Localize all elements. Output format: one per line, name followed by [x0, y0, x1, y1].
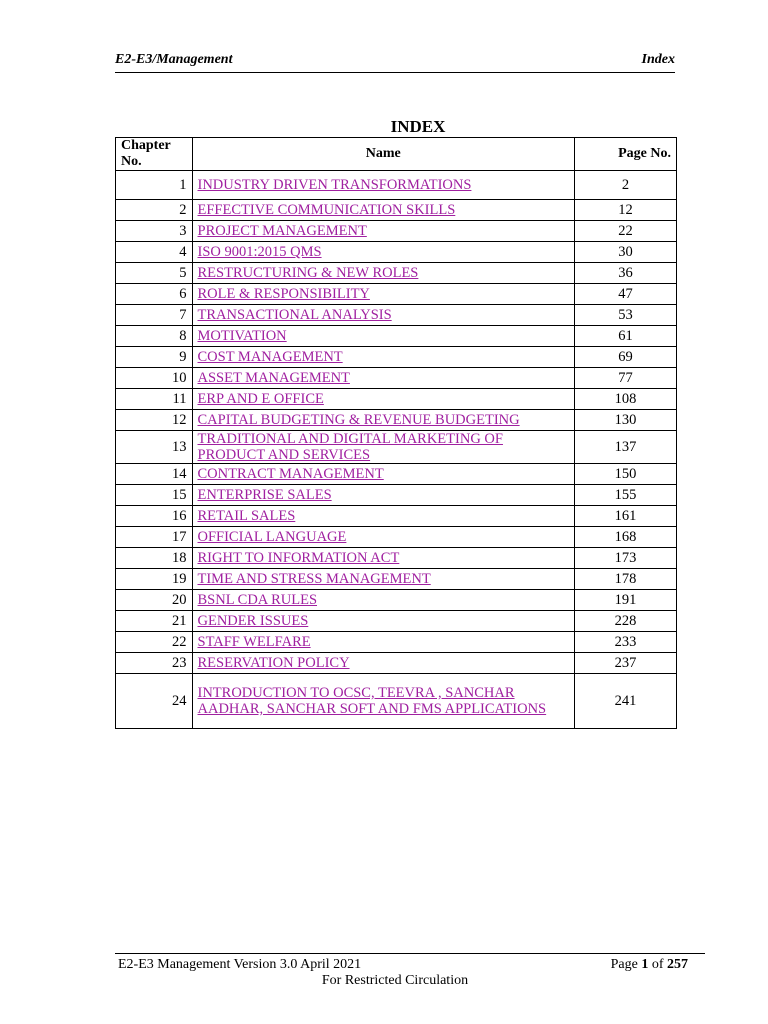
- chapter-number: 24: [116, 674, 193, 729]
- chapter-number: 10: [116, 368, 193, 389]
- chapter-number: 14: [116, 464, 193, 485]
- footer-version: E2-E3 Management Version 3.0 April 2021: [118, 957, 362, 972]
- header-left-text: E2-E3/Management: [115, 52, 233, 67]
- table-row: [116, 410, 677, 431]
- header-page: Page No.: [575, 138, 677, 171]
- chapter-link[interactable]: RETAIL SALES: [197, 508, 296, 524]
- header-name: Name: [192, 138, 575, 171]
- chapter-link[interactable]: TRANSACTIONAL ANALYSIS: [197, 307, 392, 323]
- chapter-link[interactable]: TIME AND STRESS MANAGEMENT: [197, 571, 431, 587]
- index-table: [115, 137, 677, 729]
- chapter-link[interactable]: OFFICIAL LANGUAGE: [197, 529, 347, 545]
- chapter-link[interactable]: RIGHT TO INFORMATION ACT: [197, 550, 400, 566]
- page-number: 12: [575, 200, 677, 221]
- page-number: 22: [575, 221, 677, 242]
- chapter-link[interactable]: TRADITIONAL AND DIGITAL MARKETING OF PRODUCT AND SERVICES: [197, 431, 503, 463]
- chapter-link[interactable]: INTRODUCTION TO OCSC, TEEVRA , SANCHAR AADHAR, SANCHAR SOFT AND FMS APPLICATIONS: [197, 685, 547, 717]
- chapter-number: 22: [116, 632, 193, 653]
- page-number: 155: [575, 485, 677, 506]
- chapter-link[interactable]: STAFF WELFARE: [197, 634, 311, 650]
- footer-page-of: of: [651, 957, 664, 972]
- chapter-number: 6: [116, 284, 193, 305]
- page-number: 77: [575, 368, 677, 389]
- page-number: 191: [575, 590, 677, 611]
- table-row: [116, 611, 677, 632]
- table-row: [116, 200, 677, 221]
- page-number: 233: [575, 632, 677, 653]
- chapter-link[interactable]: INDUSTRY DRIVEN TRANSFORMATIONS: [197, 177, 472, 193]
- chapter-link[interactable]: EFFECTIVE COMMUNICATION SKILLS: [197, 202, 456, 218]
- chapter-link[interactable]: MOTIVATION: [197, 328, 287, 344]
- chapter-number: 19: [116, 569, 193, 590]
- page-header: [115, 52, 675, 73]
- table-row: [116, 263, 677, 284]
- chapter-link[interactable]: ROLE & RESPONSIBILITY: [197, 286, 370, 302]
- chapter-link[interactable]: CAPITAL BUDGETING & REVENUE BUDGETING: [197, 412, 520, 428]
- page-number: 53: [575, 305, 677, 326]
- table-row: [116, 347, 677, 368]
- footer-page-total: 257: [667, 957, 688, 972]
- header-chapter: Chapter No.: [116, 138, 193, 171]
- table-row: [116, 431, 677, 464]
- footer-page-current: 1: [641, 957, 649, 972]
- table-row: [116, 464, 677, 485]
- header-right-text: Index: [641, 52, 675, 67]
- chapter-number: 9: [116, 347, 193, 368]
- chapter-name-cell: [192, 242, 575, 263]
- chapter-number: 18: [116, 548, 193, 569]
- page-number: 168: [575, 527, 677, 548]
- table-row: [116, 284, 677, 305]
- chapter-number: 1: [116, 171, 193, 200]
- footer-divider: [115, 953, 705, 954]
- chapter-name-cell: [192, 368, 575, 389]
- chapter-name-cell: [192, 527, 575, 548]
- chapter-number: 13: [116, 431, 193, 464]
- chapter-name-cell: [192, 590, 575, 611]
- page-number: 161: [575, 506, 677, 527]
- page-number: 173: [575, 548, 677, 569]
- chapter-name-cell: [192, 200, 575, 221]
- chapter-number: 16: [116, 506, 193, 527]
- chapter-number: 5: [116, 263, 193, 284]
- chapter-name-cell: [192, 674, 575, 729]
- table-row: [116, 242, 677, 263]
- table-row: [116, 674, 677, 729]
- chapter-link[interactable]: GENDER ISSUES: [197, 613, 309, 629]
- page-number: 61: [575, 326, 677, 347]
- chapter-link[interactable]: ENTERPRISE SALES: [197, 487, 332, 503]
- chapter-name-cell: [192, 506, 575, 527]
- table-row: [116, 485, 677, 506]
- chapter-number: 3: [116, 221, 193, 242]
- chapter-name-cell: [192, 221, 575, 242]
- page-number: 178: [575, 569, 677, 590]
- chapter-number: 21: [116, 611, 193, 632]
- table-row: [116, 569, 677, 590]
- chapter-number: 20: [116, 590, 193, 611]
- index-title: INDEX: [390, 117, 446, 136]
- chapter-name-cell: [192, 632, 575, 653]
- chapter-number: 7: [116, 305, 193, 326]
- chapter-number: 11: [116, 389, 193, 410]
- table-row: [116, 632, 677, 653]
- chapter-number: 23: [116, 653, 193, 674]
- page-number: 137: [575, 431, 677, 464]
- chapter-number: 15: [116, 485, 193, 506]
- table-row: [116, 221, 677, 242]
- page-number: 69: [575, 347, 677, 368]
- chapter-name-cell: [192, 326, 575, 347]
- chapter-name-cell: [192, 347, 575, 368]
- chapter-number: 2: [116, 200, 193, 221]
- chapter-number: 4: [116, 242, 193, 263]
- table-row: [116, 326, 677, 347]
- chapter-name-cell: [192, 284, 575, 305]
- chapter-name-cell: [192, 431, 575, 464]
- chapter-link[interactable]: CONTRACT MANAGEMENT: [197, 466, 384, 482]
- chapter-link[interactable]: ASSET MANAGEMENT: [197, 370, 350, 386]
- page-number: 241: [575, 674, 677, 729]
- chapter-number: 12: [116, 410, 193, 431]
- chapter-number: 8: [116, 326, 193, 347]
- chapter-link[interactable]: BSNL CDA RULES: [197, 592, 318, 608]
- chapter-name-cell: [192, 305, 575, 326]
- chapter-link[interactable]: RESTRUCTURING & NEW ROLES: [197, 265, 419, 281]
- table-row: [116, 305, 677, 326]
- table-row: [116, 590, 677, 611]
- table-row: [116, 548, 677, 569]
- chapter-link[interactable]: PROJECT MANAGEMENT: [197, 223, 367, 239]
- table-row: [116, 171, 677, 200]
- page-number: 228: [575, 611, 677, 632]
- table-row: [116, 368, 677, 389]
- chapter-name-cell: [192, 569, 575, 590]
- page-number: 130: [575, 410, 677, 431]
- chapter-name-cell: [192, 389, 575, 410]
- table-row: [116, 527, 677, 548]
- table-row: [116, 653, 677, 674]
- chapter-name-cell: [192, 171, 575, 200]
- page-number: 30: [575, 242, 677, 263]
- chapter-name-cell: [192, 611, 575, 632]
- page-number: 150: [575, 464, 677, 485]
- page-number: 47: [575, 284, 677, 305]
- page-number: 237: [575, 653, 677, 674]
- chapter-link[interactable]: ISO 9001:2015 QMS: [197, 244, 322, 260]
- chapter-number: 17: [116, 527, 193, 548]
- chapter-name-cell: [192, 653, 575, 674]
- table-row: [116, 506, 677, 527]
- chapter-name-cell: [192, 263, 575, 284]
- chapter-link[interactable]: ERP AND E OFFICE: [197, 391, 324, 407]
- index-rows: [116, 171, 677, 729]
- page-number: 36: [575, 263, 677, 284]
- footer-circulation: For Restricted Circulation: [321, 973, 469, 988]
- page-number: 108: [575, 389, 677, 410]
- chapter-name-cell: [192, 548, 575, 569]
- page-number: 2: [575, 171, 677, 200]
- chapter-name-cell: [192, 485, 575, 506]
- chapter-link[interactable]: COST MANAGEMENT: [197, 349, 343, 365]
- footer-page-label: Page: [610, 957, 638, 972]
- chapter-name-cell: [192, 464, 575, 485]
- chapter-name-cell: [192, 410, 575, 431]
- chapter-link[interactable]: RESERVATION POLICY: [197, 655, 350, 671]
- table-row: [116, 389, 677, 410]
- footer-page-number: [611, 957, 688, 973]
